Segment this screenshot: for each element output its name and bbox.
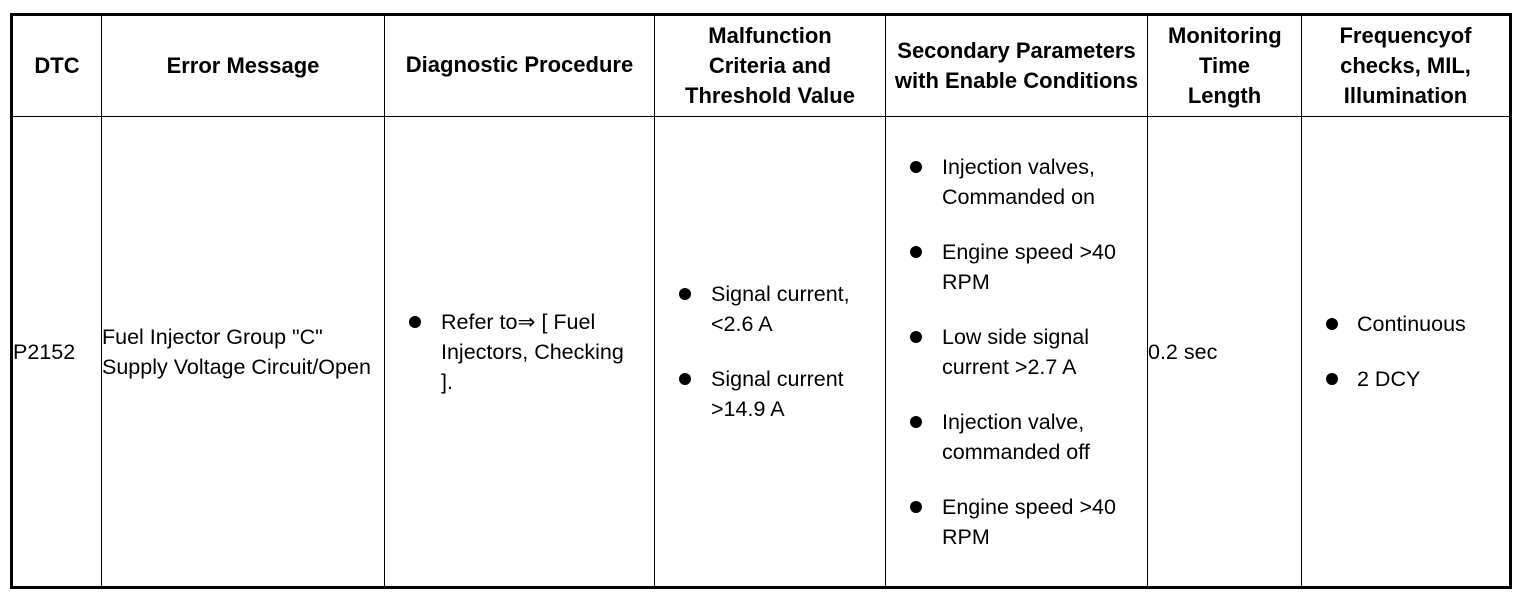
cell-error-message: Fuel Injector Group "C" Supply Voltage Circuit/Open bbox=[102, 117, 385, 588]
header-error-message: Error Message bbox=[102, 15, 385, 117]
cell-dtc-code: P2152 bbox=[12, 117, 102, 588]
dtc-table bbox=[10, 13, 1512, 589]
criteria-list bbox=[655, 279, 877, 424]
cell-frequency bbox=[1302, 117, 1511, 588]
header-diagnostic-procedure bbox=[385, 15, 655, 117]
secondary-parameter-item: Engine speed >40 RPM bbox=[886, 237, 1137, 297]
header-malfunction-criteria: Malfunction Criteria and Threshold Value bbox=[655, 15, 886, 117]
cell-secondary-parameters bbox=[886, 117, 1148, 588]
header-secondary-parameters: Secondary Parameters with Enable Conditions bbox=[886, 15, 1148, 117]
cell-malfunction-criteria bbox=[655, 117, 886, 588]
secondary-parameter-item: Engine speed >40 RPM bbox=[886, 492, 1137, 552]
secondary-parameters-list bbox=[886, 152, 1137, 552]
secondary-parameter-item: Low side signal current >2.7 A bbox=[886, 322, 1137, 382]
header-diagnostic-procedure-text: Diagnostic Procedure bbox=[405, 52, 634, 77]
cell-diagnostic-procedure bbox=[385, 117, 655, 588]
frequency-item: Continuous bbox=[1302, 309, 1509, 339]
table-row bbox=[12, 117, 1511, 588]
criteria-item: Signal current, <2.6 A bbox=[655, 279, 877, 339]
header-monitoring-time: Monitoring Time Length bbox=[1148, 15, 1302, 117]
secondary-parameter-item: Injection valve, commanded off bbox=[886, 407, 1137, 467]
frequency-item: 2 DCY bbox=[1302, 364, 1509, 394]
header-row bbox=[12, 15, 1511, 117]
criteria-item: Signal current >14.9 A bbox=[655, 364, 877, 424]
header-frequency: Frequencyof checks, MIL, Illumination bbox=[1302, 15, 1511, 117]
frequency-list bbox=[1302, 309, 1509, 394]
procedure-list bbox=[385, 307, 634, 397]
secondary-parameter-item: Injection valves, Commanded on bbox=[886, 152, 1137, 212]
procedure-item: Refer to⇒ [ Fuel Injectors, Checking ]. bbox=[385, 307, 634, 397]
header-dtc: DTC bbox=[12, 15, 102, 117]
cell-monitoring-time: 0.2 sec bbox=[1148, 117, 1302, 588]
